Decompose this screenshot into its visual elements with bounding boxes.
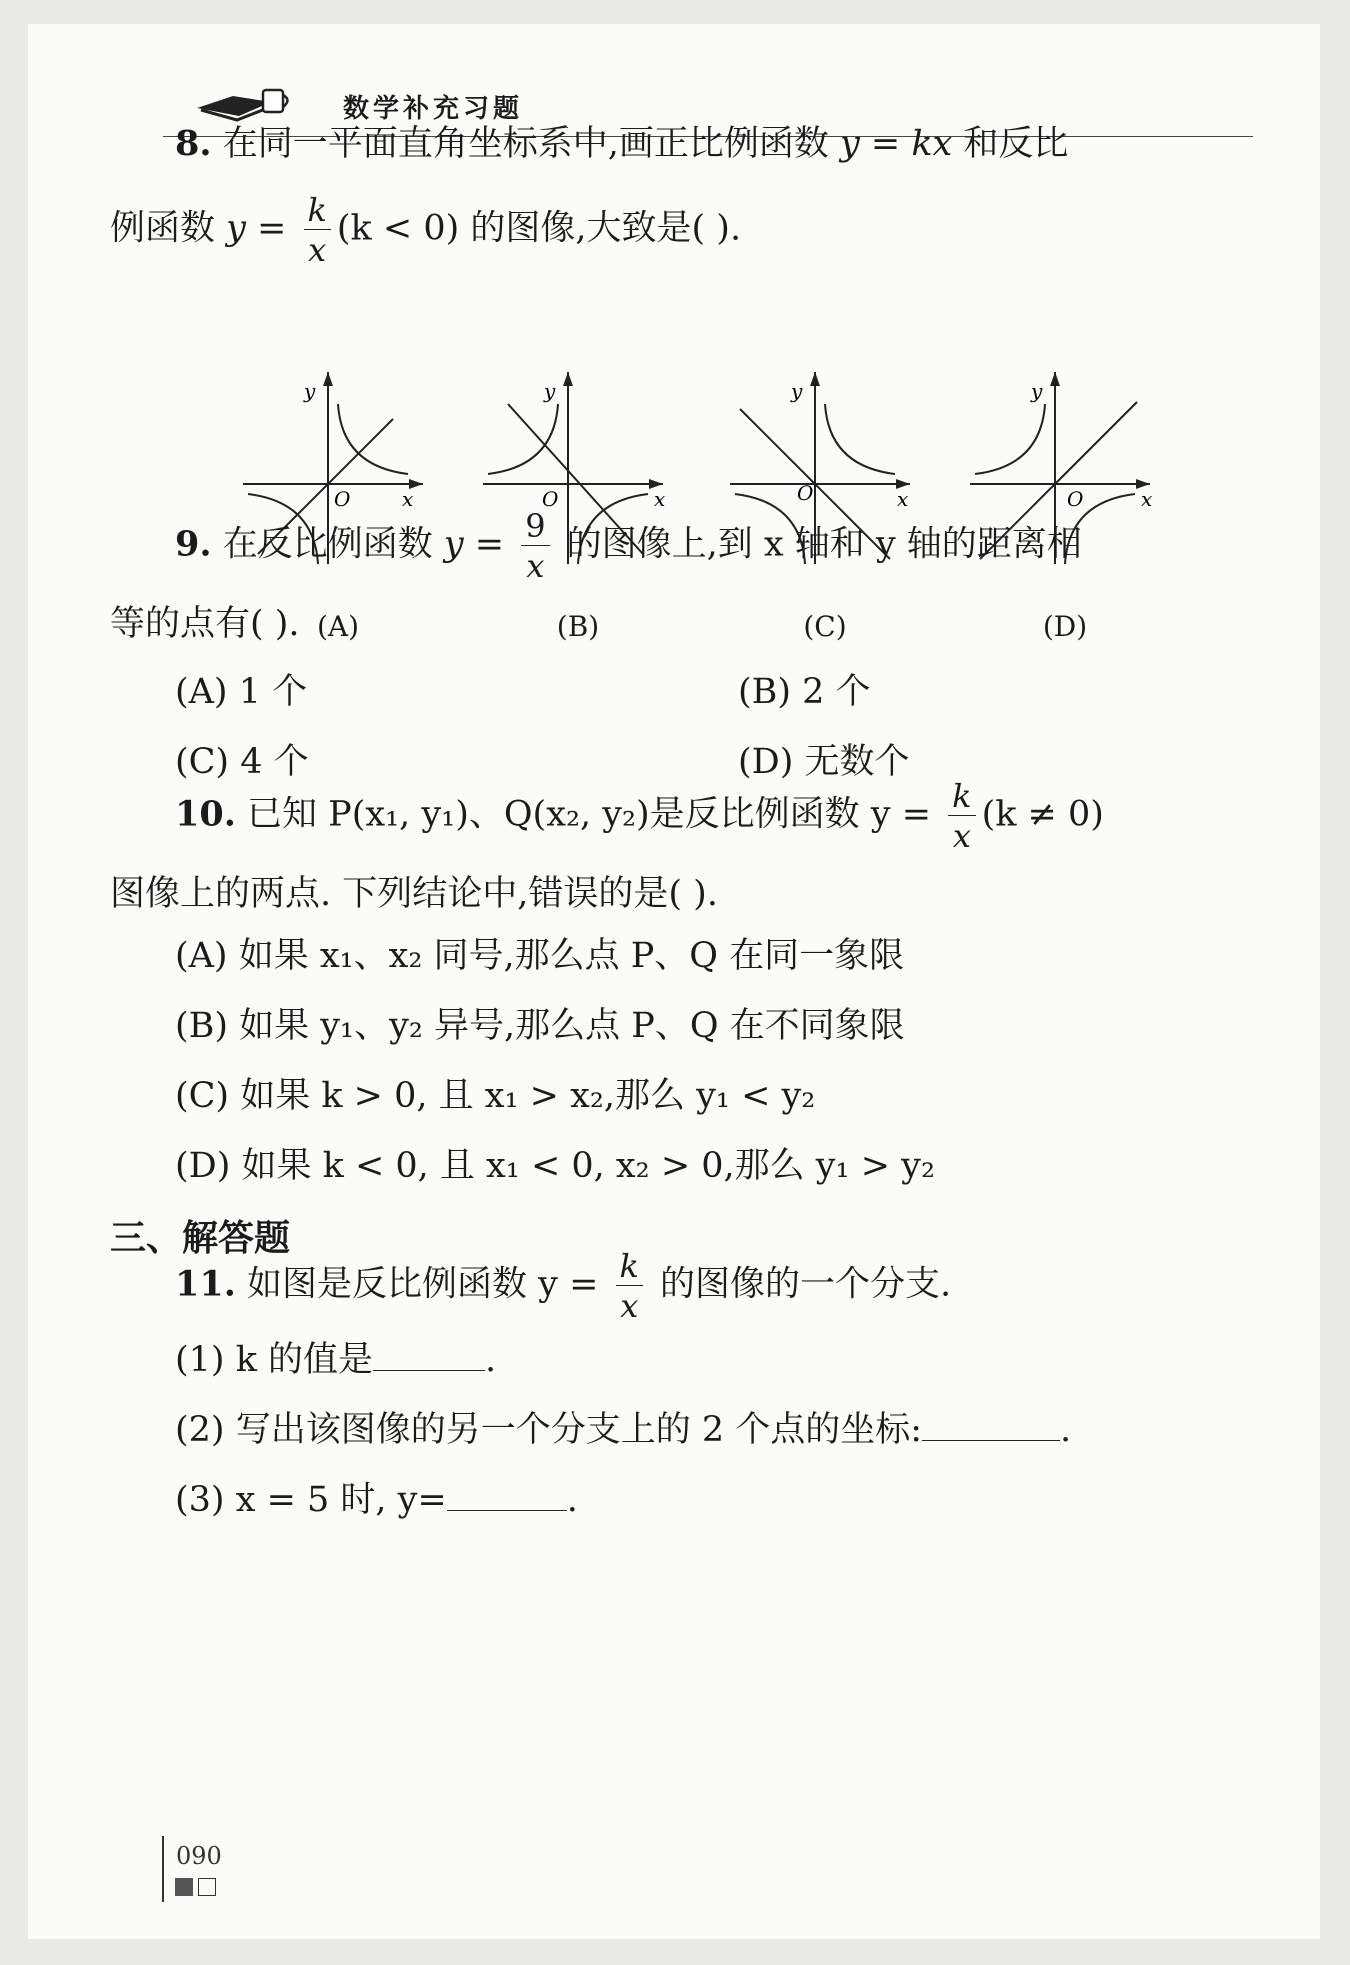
q9-frac-den: x — [526, 547, 545, 585]
q11-frac-num: k — [616, 1250, 643, 1286]
graph-a-label: (A) — [316, 610, 360, 643]
q9-text1-end: 的图像上,到 x 轴和 y 轴的距离相 — [555, 524, 1082, 565]
graph-a-x-label: x — [402, 487, 414, 511]
q8-frac-num: k — [304, 194, 331, 230]
graph-a-y-label: y — [304, 379, 316, 403]
q10-fraction — [948, 777, 975, 855]
q8-line2: 例函数 y = $\frac{k}{x}$ (k < 0) 的图像,大致是( ). — [110, 191, 742, 269]
q8-text2: 例函数 — [110, 208, 227, 249]
q9-frac-num: 9 — [521, 510, 549, 546]
q11-part3-blank[interactable] — [447, 1480, 567, 1511]
q9-option-a: (A) 1 个 — [175, 672, 308, 712]
graph-c-origin: O — [797, 481, 814, 505]
footer-divider — [162, 1836, 164, 1902]
q11-line1 — [175, 1247, 952, 1325]
q8-text1: 在同一平面直角坐标系中,画正比例函数 — [222, 124, 829, 164]
graph-b-x-label: x — [654, 487, 666, 511]
q11-part1-text: (1) k 的值是 — [175, 1340, 374, 1380]
q11-part2-blank[interactable] — [922, 1410, 1060, 1441]
graph-b-y-label: y — [544, 379, 556, 403]
q8-graphs — [238, 364, 1188, 654]
graph-d — [965, 364, 1165, 644]
q11-part2-end: . — [1060, 1410, 1072, 1450]
graph-c-y-label: y — [791, 379, 803, 403]
books-cup-logo-icon — [193, 82, 303, 122]
q10-text1: 已知 P(x₁, y₁)、Q(x₂, y₂)是反比例函数 y = — [247, 794, 943, 835]
graph-a — [238, 364, 438, 644]
q11-part1 — [175, 1340, 496, 1380]
footer-square-filled-icon — [175, 1878, 193, 1896]
footer-square-outline-icon — [198, 1878, 216, 1896]
page-number: 090 — [176, 1842, 222, 1870]
q8-frac-den: x — [308, 231, 327, 269]
graph-b-origin: O — [542, 487, 559, 511]
graph-a-origin: O — [334, 487, 351, 511]
q8-number: 8. — [175, 123, 212, 164]
q8-kx: kx — [911, 124, 953, 164]
q8-line1 — [175, 124, 1068, 164]
q10-option-b: (B) 如果 y₁、y₂ 异号,那么点 P、Q 在不同象限 — [175, 1006, 905, 1046]
book-title: 数学补充习题 — [343, 94, 524, 124]
q9-fraction — [521, 507, 549, 585]
q10-frac-num: k — [948, 780, 975, 816]
q9-text1: 在反比例函数 — [222, 524, 444, 565]
q11-part2-text: (2) 写出该图像的另一个分支上的 2 个点的坐标: — [175, 1410, 923, 1450]
q9-option-d: (D) 无数个 — [738, 742, 910, 782]
q9-option-b: (B) 2 个 — [738, 672, 871, 712]
q11-text1: 如图是反比例函数 y = — [247, 1264, 610, 1305]
graph-d-origin: O — [1067, 487, 1084, 511]
graph-c-x-label: x — [897, 487, 909, 511]
q9-line1: 9. 在反比例函数 y = $\frac{9}{x}$ 的图像上,到 x 轴和 y 轴的距离相 — [175, 507, 1082, 585]
graph-c — [725, 364, 925, 644]
q8-text1-end: 和反比 — [952, 124, 1069, 164]
q11-part3-end: . — [566, 1480, 578, 1520]
q10-option-a: (A) 如果 x₁、x₂ 同号,那么点 P、Q 在同一象限 — [175, 936, 905, 976]
q11-frac-den: x — [620, 1287, 639, 1325]
q11-part3-text: (3) x = 5 时, y= — [175, 1480, 447, 1520]
page — [28, 24, 1320, 1939]
graph-d-x-label: x — [1141, 487, 1153, 511]
q10-frac-den: x — [952, 817, 971, 855]
q10-number: 10. — [175, 793, 236, 835]
section-heading: 三、解答题 — [110, 1218, 291, 1259]
q9-number: 9. — [175, 523, 212, 565]
q11-part2 — [175, 1410, 1071, 1450]
q11-number: 11. — [175, 1263, 236, 1305]
q10-condition: (k ≠ 0) — [981, 794, 1104, 835]
q8-eq: = — [859, 124, 912, 164]
q9-line2: 等的点有( ). — [110, 604, 300, 644]
q11-part1-blank[interactable] — [373, 1340, 485, 1371]
q8-y: y — [839, 124, 860, 164]
q10-option-d: (D) 如果 k < 0, 且 x₁ < 0, x₂ > 0,那么 y₁ > y₂ — [175, 1146, 935, 1186]
graph-d-label: (D) — [1042, 610, 1088, 643]
graph-c-label: (C) — [803, 610, 847, 643]
graph-b-label: (B) — [556, 610, 600, 643]
q11-part1-end: . — [485, 1340, 497, 1380]
q8-condition: (k < 0) 的图像,大致是( ). — [336, 208, 742, 249]
q8-fraction — [304, 191, 331, 269]
q10-option-c: (C) 如果 k > 0, 且 x₁ > x₂,那么 y₁ < y₂ — [175, 1076, 816, 1116]
graph-d-y-label: y — [1031, 379, 1043, 403]
q11-part3 — [175, 1480, 578, 1520]
graph-b — [478, 364, 678, 644]
q11-text1-end: 的图像的一个分支. — [648, 1264, 952, 1305]
q11-fraction — [616, 1247, 643, 1325]
q10-line2: 图像上的两点. 下列结论中,错误的是( ). — [110, 874, 718, 914]
q10-line1 — [175, 777, 1104, 855]
q9-option-c: (C) 4 个 — [175, 742, 309, 782]
